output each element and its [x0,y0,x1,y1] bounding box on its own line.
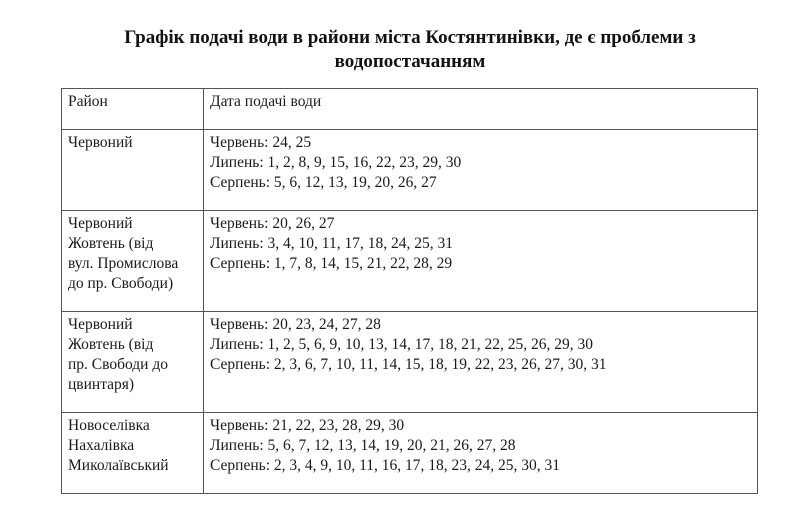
district-name: Нахалівка [68,437,135,454]
district-cell [62,130,204,211]
june-dates: Червень: 20, 26, 27 [210,215,335,232]
document-title [60,26,760,74]
district-name: пр. Свободи до [68,356,168,373]
schedule-cell [204,413,758,494]
district-name: Миколаївський [68,457,169,474]
schedule-cell [204,312,758,413]
district-name: Червоний [68,215,133,232]
august-dates: Серпень: 1, 7, 8, 14, 15, 21, 22, 28, 29 [210,255,453,272]
august-dates: Серпень: 2, 3, 4, 9, 10, 11, 16, 17, 18, 23, 24, 25, 30, 31 [210,457,561,474]
july-dates: Липень: 3, 4, 10, 11, 17, 18, 24, 25, 31 [210,235,453,252]
table-row [62,130,758,211]
june-dates: Червень: 20, 23, 24, 27, 28 [210,316,381,333]
district-cell [62,211,204,312]
district-name: Червоний [68,134,133,151]
july-dates: Липень: 1, 2, 8, 9, 15, 16, 22, 23, 29, 30 [210,154,462,171]
district-name: до пр. Свободи) [68,275,174,292]
table-row [62,312,758,413]
august-dates: Серпень: 5, 6, 12, 13, 19, 20, 26, 27 [210,174,437,191]
district-name: Новоселівка [68,417,150,434]
august-dates: Серпень: 2, 3, 6, 7, 10, 11, 14, 15, 18, 19, 22, 23, 26, 27, 30, 31 [210,356,607,373]
title-line-1: Графік подачі води в райони міста Костянтинівки, де є проблеми з [124,27,696,48]
title-line-2: водопостачанням [334,51,486,72]
district-name: Жовтень (від [68,336,154,353]
district-name: цвинтаря) [68,376,135,393]
district-name: вул. Промислова [68,255,179,272]
schedule-cell [204,211,758,312]
schedule-cell [204,130,758,211]
district-name: Жовтень (від [68,235,154,252]
district-cell [62,312,204,413]
district-name: Червоний [68,316,133,333]
june-dates: Червень: 24, 25 [210,134,312,151]
table-row [62,413,758,494]
july-dates: Липень: 5, 6, 7, 12, 13, 14, 19, 20, 21, 26, 27, 28 [210,437,516,454]
district-cell [62,413,204,494]
header-dates: Дата подачі води [204,89,758,130]
june-dates: Червень: 21, 22, 23, 28, 29, 30 [210,417,405,434]
table-header-row [62,89,758,130]
july-dates: Липень: 1, 2, 5, 6, 9, 10, 13, 14, 17, 18, 21, 22, 25, 26, 29, 30 [210,336,594,353]
table-row [62,211,758,312]
header-district: Район [62,89,204,130]
water-schedule-table [61,88,758,494]
